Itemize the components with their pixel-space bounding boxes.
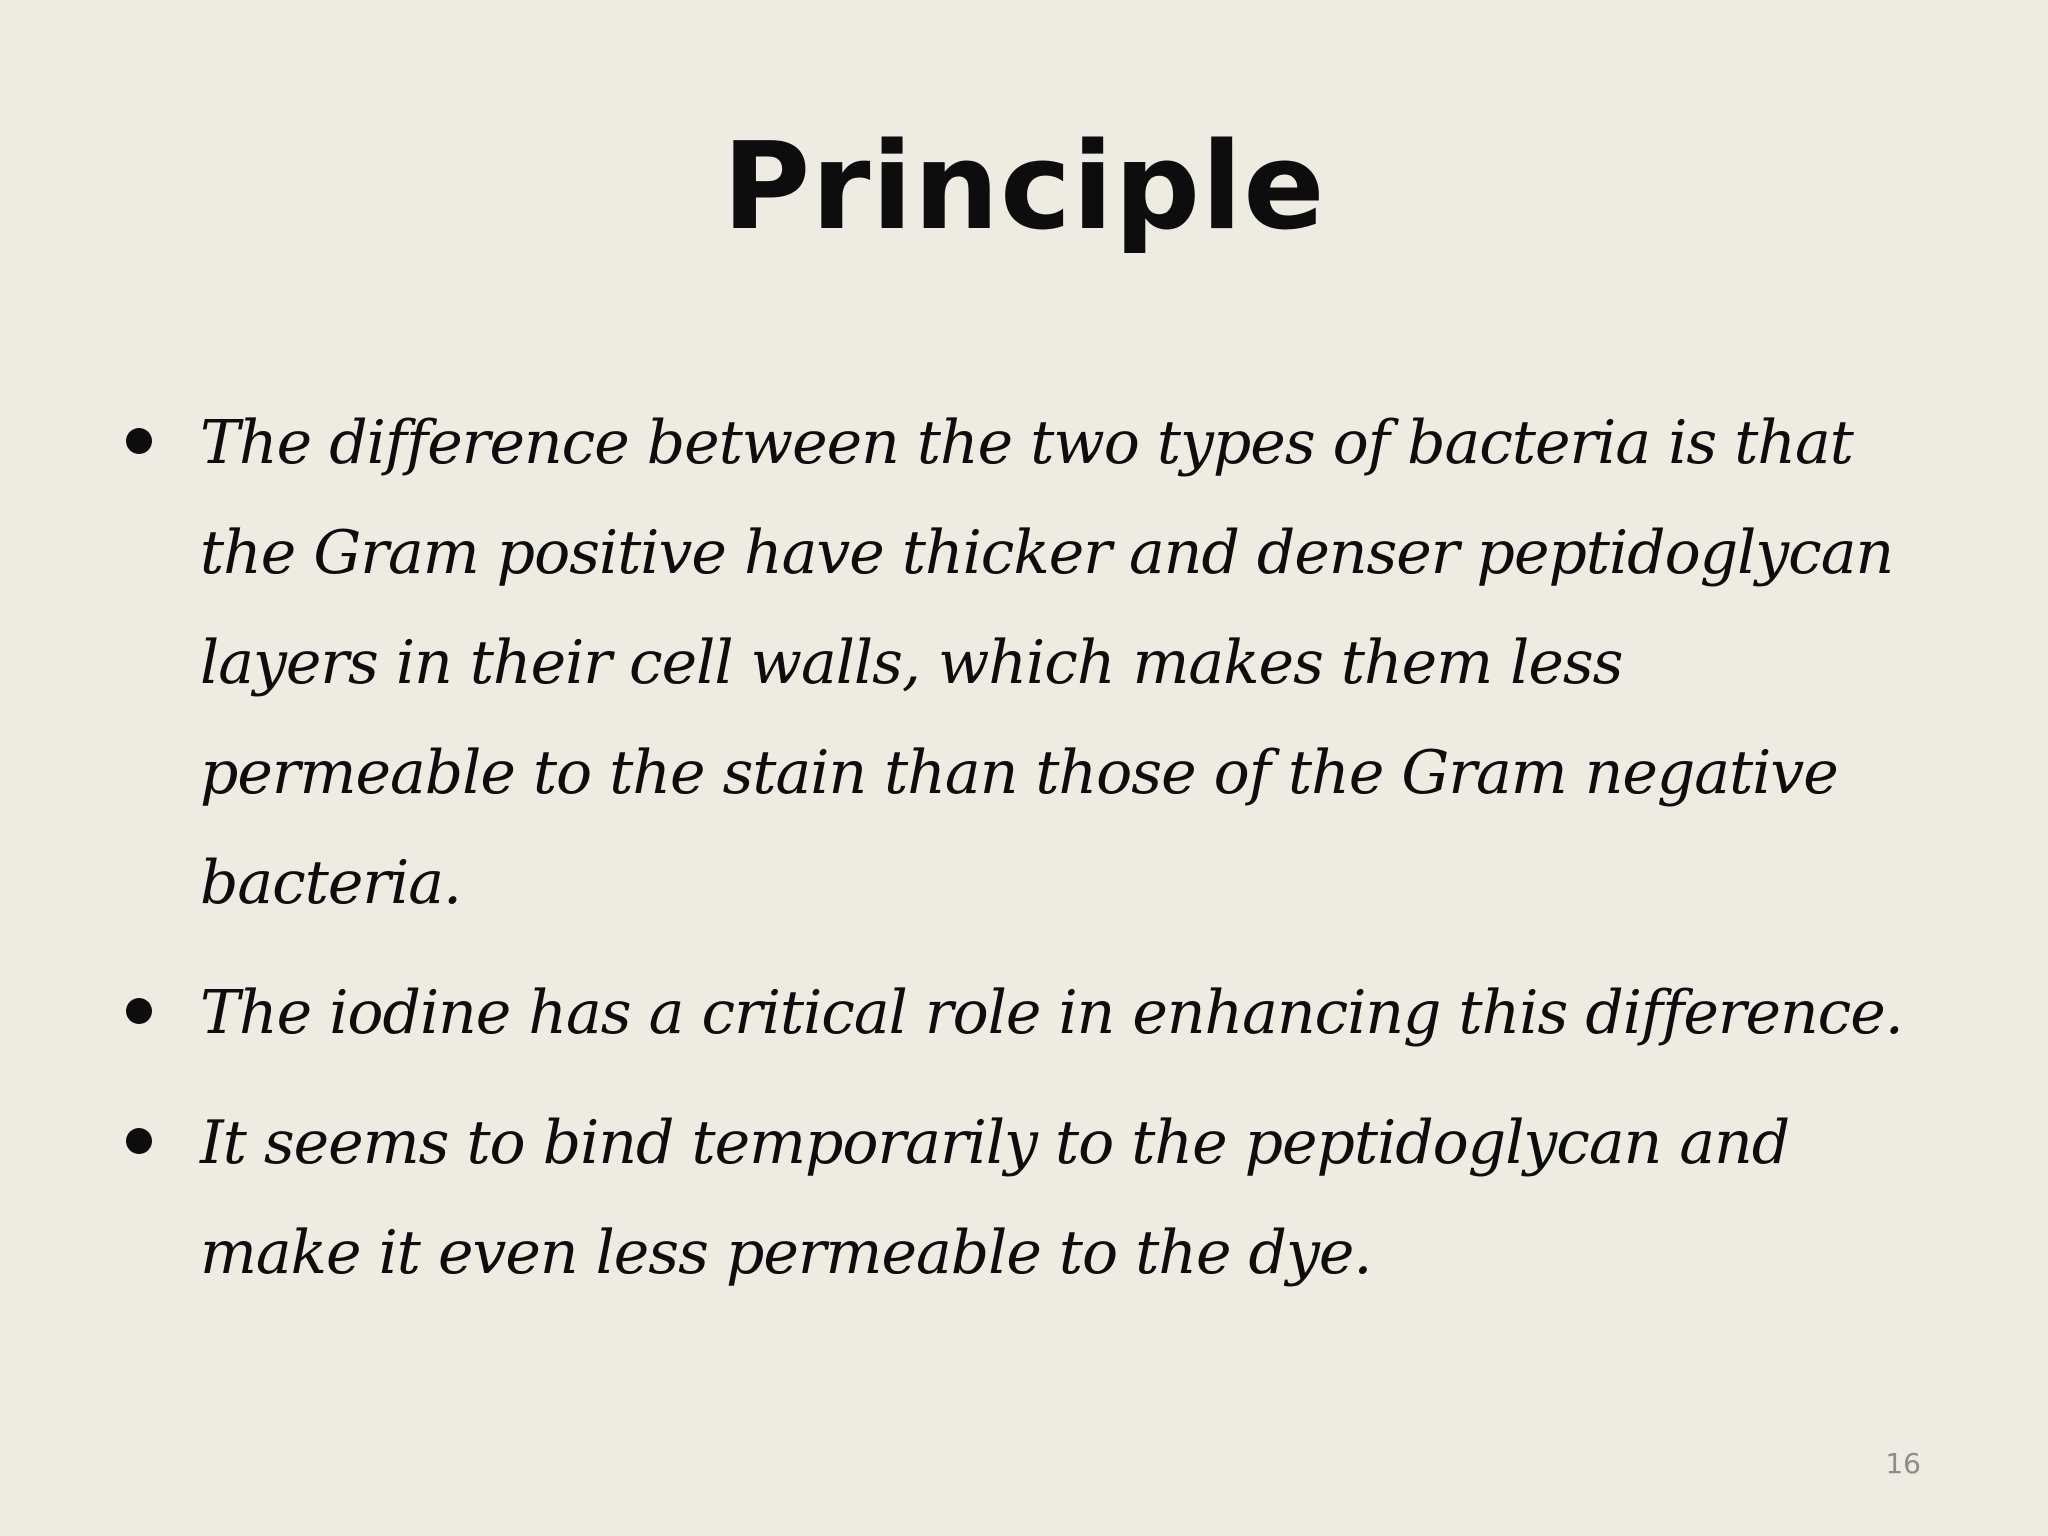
bullet-item: [120, 388, 1950, 938]
bullet-dot-icon: [126, 1128, 152, 1154]
page-number: 16: [1885, 1447, 1921, 1480]
bullet-list: [120, 388, 1950, 1328]
bullet-item: [120, 958, 1950, 1068]
bullet-item: [120, 1088, 1950, 1308]
slide-title: Principle: [722, 118, 1326, 257]
bullet-text: The difference between the two types of bacteria is that the Gram positive have thicker and denser peptidoglycan layers in their cell walls, which makes them less permeable to the stain than those of the Gram negative bacteria.: [200, 408, 1894, 918]
bullet-dot-icon: [126, 428, 152, 454]
bullet-dot-icon: [126, 998, 152, 1024]
bullet-text: It seems to bind temporarily to the peptidoglycan and make it even less permeable to the dye.: [200, 1108, 1790, 1288]
bullet-text: The iodine has a critical role in enhancing this difference.: [200, 978, 1903, 1048]
